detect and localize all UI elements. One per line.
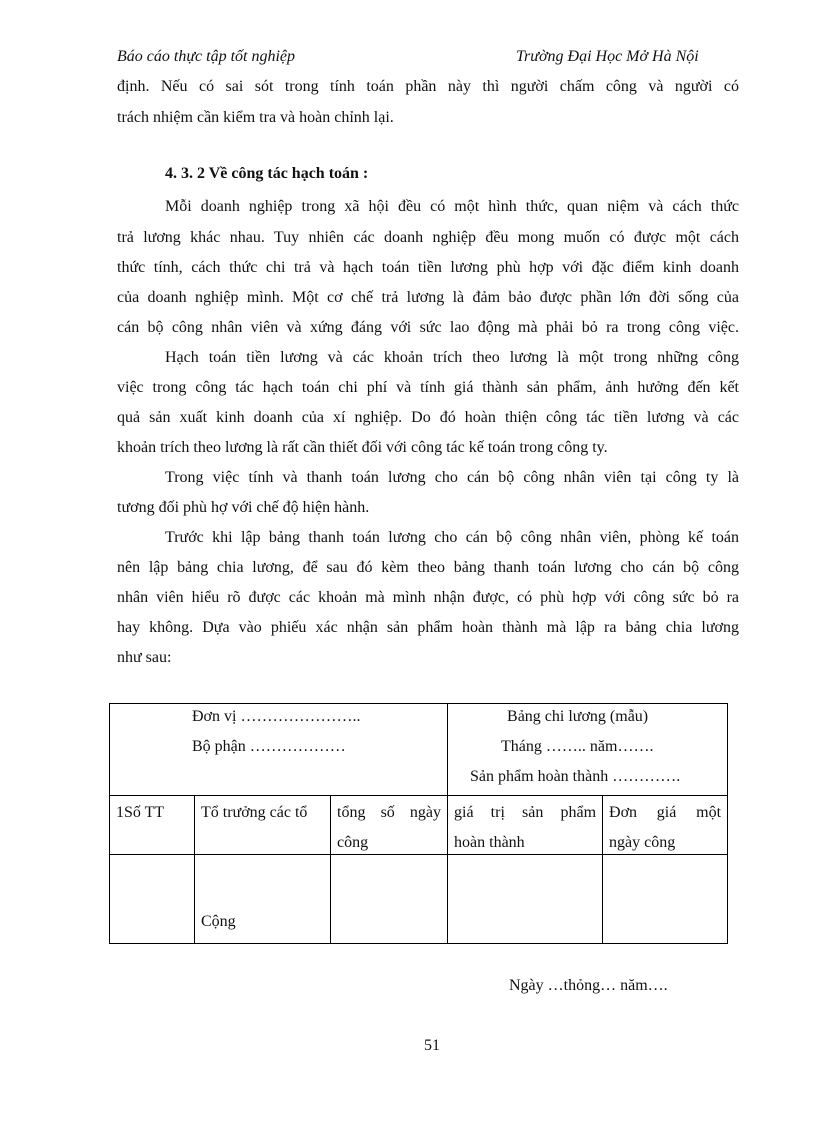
text-line: của doanh nghiệp mình. Một cơ chế trả lương là đảm bảo được phần lớn đời sống của — [117, 289, 739, 306]
salary-form-table — [109, 703, 728, 944]
column-header — [448, 796, 603, 855]
date-line: Ngày …thỏng… năm…. — [509, 977, 668, 994]
text-line: khoản trích theo lương là rất cần thiết đối với công tác kế toán trong công ty. — [117, 439, 608, 456]
col-no-label: 1Số TT — [116, 804, 165, 821]
col-product-value-label-1: giá trị sản phẩm — [454, 804, 597, 821]
section-heading: 4. 3. 2 Về công tác hạch toán : — [165, 165, 369, 182]
text-line: hay không. Dựa vào phiếu xác nhận sản phẩm hoàn thành mà lập ra bảng chia lương — [117, 619, 739, 636]
sheet-info-cell — [448, 704, 728, 796]
header-university: Trường Đại Học Mở Hà Nội — [516, 48, 699, 65]
text-line: cán bộ công nhân viên và xứng đáng với sức lao động mà phải bỏ ra trong công việc. — [117, 319, 739, 336]
sheet-title: Bảng chi lương (mẫu) — [507, 708, 649, 725]
month-year-label: Tháng …….. năm……. — [501, 738, 654, 755]
text-line: tương đối phù hợ với chế độ hiện hành. — [117, 499, 370, 516]
total-label: Cộng — [201, 913, 236, 930]
column-header — [331, 796, 448, 855]
column-header — [110, 796, 195, 855]
text-line: thức tính, cách thức chi trả và hạch toán tiền lương phù hợp với đặc điểm kinh doanh — [117, 259, 739, 276]
table-cell — [448, 855, 603, 944]
column-header — [603, 796, 728, 855]
text-line: Trong việc tính và thanh toán lương cho cán bộ công nhân viên tại công ty là — [165, 469, 739, 486]
department-label: Bộ phận ……………… — [192, 738, 346, 755]
col-product-value-label-2: hoàn thành — [454, 834, 525, 851]
text-line: định. Nếu có sai sót trong tính toán phần này thì người chấm công và người có — [117, 78, 739, 95]
col-workdays-label-1: tổng số ngày — [337, 804, 442, 821]
column-header-row — [110, 796, 728, 855]
text-line: trách nhiệm cần kiểm tra và hoàn chỉnh lại. — [117, 109, 394, 126]
table-cell — [110, 855, 195, 944]
text-line: nhân viên hiểu rõ được các khoản mà mình nhận được, có phù hợp với công sức bỏ ra — [117, 589, 739, 606]
table-body-row — [110, 855, 728, 944]
text-line: Trước khi lập bảng thanh toán lương cho cán bộ công nhân viên, phòng kế toán — [165, 529, 739, 546]
text-line: Hạch toán tiền lương và các khoản trích theo lương là một trong những công — [165, 349, 739, 366]
unit-info-cell — [110, 704, 448, 796]
text-line: trả lương khác nhau. Tuy nhiên các doanh nghiệp đều mong muốn có được một cách — [117, 229, 739, 246]
table-cell — [331, 855, 448, 944]
col-unit-price-label-2: ngày công — [609, 834, 676, 851]
header-report-title: Báo cáo thực tập tốt nghiệp — [117, 48, 296, 65]
text-line: như sau: — [117, 649, 172, 666]
text-line: Mỗi doanh nghiệp trong xã hội đều có một hình thức, quan niệm và cách thức — [165, 198, 739, 215]
finished-product-label: Sản phẩm hoàn thành …………. — [470, 768, 681, 785]
text-line: quả sản xuất kinh doanh của xí nghiệp. Do đó hoàn thiện công tác tiền lương và các — [117, 409, 739, 426]
unit-label: Đơn vị ………………….. — [192, 708, 361, 725]
text-line: nên lập bảng chia lương, để sau đó kèm theo bảng thanh toán lương cho cán bộ công — [117, 559, 739, 576]
page-number: 51 — [424, 1037, 440, 1054]
column-header — [195, 796, 331, 855]
table-cell — [195, 855, 331, 944]
text-line: việc trong công tác hạch toán chi phí và tính giá thành sản phẩm, ảnh hưởng đến kết — [117, 379, 739, 396]
col-workdays-label-2: công — [337, 834, 369, 851]
col-team-leader-label: Tổ trưởng các tổ — [201, 804, 308, 821]
col-unit-price-label-1: Đơn giá một — [609, 804, 722, 821]
table-header-row — [110, 704, 728, 796]
table-cell — [603, 855, 728, 944]
